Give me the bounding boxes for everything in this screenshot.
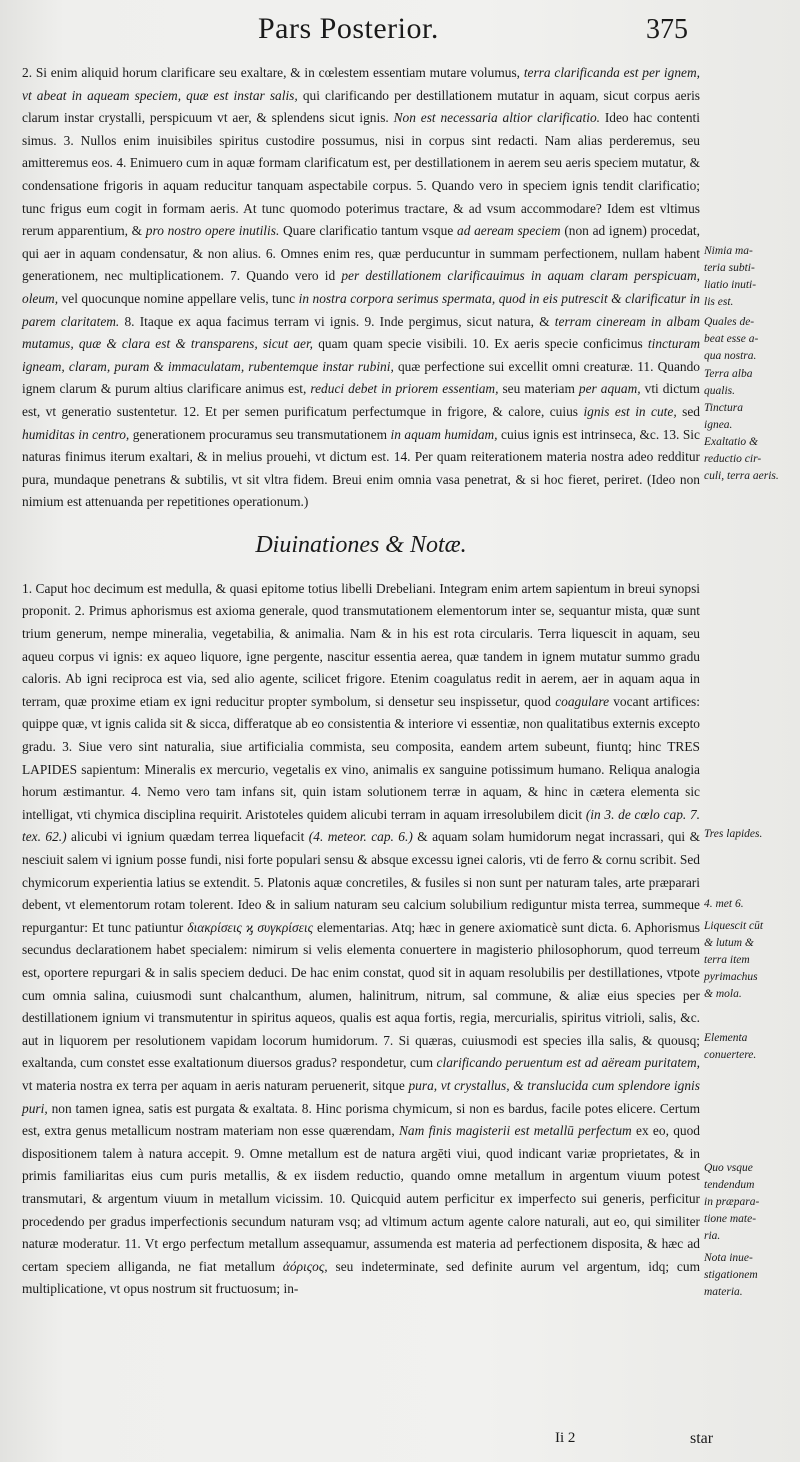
margin-note (704, 1250, 796, 1301)
section-heading: Diuinationes & Notæ. (255, 531, 467, 558)
italic-run: reduci debet in priorem essentiam, (310, 381, 499, 397)
margin-line: terra item (704, 954, 750, 966)
margin-line: tione mate- (704, 1213, 757, 1225)
margin-line: Quales de- (704, 316, 755, 328)
commentary-paragraph (22, 578, 700, 1301)
margin-line: Quo vsque (704, 1162, 753, 1174)
italic-run: in nostra corpora serimus spermata, quod in eis putrescit & clarificatur in parem claritatem. (22, 290, 700, 329)
margin-line: beat esse a- (704, 333, 759, 345)
margin-line: conuertere. (704, 1049, 757, 1061)
italic-run: in aquam humidam, (390, 426, 498, 442)
italic-run: terram cineream in albam mutamus, quæ & clara est & transparens, sicut aer, (22, 313, 700, 352)
margin-note (704, 400, 796, 434)
margin-line: 4. met 6. (704, 898, 744, 910)
margin-line: & lutum & (704, 937, 754, 949)
italic-run: per destillationem clarificauimus in aquam claram perspicuam, oleum, (22, 268, 700, 306)
text-run: vel quocunque nomine appellare velis, tunc (61, 290, 296, 306)
text-run: quæ perfectione sui excellit omni creaturæ. 11. Quando ignem clarum & purum altius clarificare animus est, (22, 358, 700, 397)
margin-line: qua nostra. (704, 350, 757, 362)
text-run: 8. Itaque ex aqua facimus terram vi ignis. 9. Inde pergimus, sicut natura, & (124, 313, 550, 329)
text-run: generationem procuramus seu transmutationem (132, 426, 388, 442)
italic-run: (in 3. de cœlo cap. 7. tex. 62.) (22, 806, 700, 845)
margin-line: culi, terra aeris. (704, 470, 779, 482)
text-run: & aquam solam humidorum negat incrassari, qui & nesciuit salem vi ignium posse fundi, nisi forte populari sensu & absque excessu ignei caloris, vti de ferro & cornu scribit. Sed chymicorum experientia latius se extendit. 5. Platonis aquæ concretiles, & fusiles si non sunt per naturam tales, arte præparari debent, vt elementorum rotam tolerent. Ideo & in salium naturam seu calcium solubilium rediguntur mista terrea, summeque repurgantur: Et tunc patiuntur (22, 829, 700, 935)
italic-run: ad aeream speciem (457, 223, 561, 239)
text-run: vti dictum est, vt generatio sustentetur. 12. Et per semen purificatum perfectumque in frigore, & calore, cuius (22, 381, 700, 419)
main-text (22, 62, 700, 1301)
margin-line: & mola. (704, 988, 742, 1000)
margin-line: Exaltatio & (704, 436, 758, 448)
margin-note (704, 314, 796, 365)
margin-line: ignea. (704, 419, 733, 431)
catchword: star (690, 1430, 714, 1447)
page-number: 375 (646, 14, 688, 45)
margin-line: Tres lapides. (704, 828, 763, 840)
margin-note (704, 1160, 796, 1245)
margin-note (704, 826, 796, 843)
margin-line: reductio cir- (704, 453, 762, 465)
text-run: 1. Caput hoc decimum est medulla, & quasi epitome totius libelli Drebeliani. Integram enim artem sapientum in breui synopsi proponit. 2. Primus aphorismus est axioma generale, quod transmutationem elementorum inter se, sequantur mista, quæ sunt trium generum, nempe mineralia, vegetabilia, & animalia. Nam & in his est rota circularis. Terra liquescit in aquam, seu aqueu corpus vi ignis: ex aqueo liquore, igne pergente, nascitur essentia aerea, quæ tandem in ignem mutatur summo gradu caloris. Ab igni reciproca est via, sed alio agente, scilicet frigore. Etenim coagulatus redit in aerem, aer in aquam aqua in terram, quæ proxime etiam ex igni reducitur propter symbolum, si densetur seu inspissetur, quod (22, 580, 700, 709)
text-run: seu indeterminate, sed definite aurum vel argentum, idq; cum multiplicatione, vt opus nostrum sit fructuosum; in- (22, 1258, 700, 1297)
italic-run: Non est necessaria altior clarificatio. (393, 110, 600, 126)
italic-run: clarificando peruentum est ad aëream puritatem, (436, 1055, 701, 1071)
margin-line: Terra alba (704, 368, 753, 380)
margin-line: teria subti- (704, 262, 755, 274)
text-run: 2. Si enim aliquid horum clarificare seu exaltare, & in cœlestem essentiam mutare volumus, (22, 65, 521, 80)
margin-note (704, 434, 796, 485)
italic-run: (4. meteor. cap. 6.) (308, 829, 413, 845)
margin-line: liatio inuti- (704, 279, 757, 291)
text-run: elementarias. Atq; hæc in genere axiomaticè sunt dicta. 6. Aphorismus secundus declarationem habet specialem: nimirum si velis elementa conuertere in magisterio philosophorum, quod terreum est, oportere repurgari & in salis speciem deduci. De hac enim constat, quod sit in aquam resolubilis per destillationes, vtpote cum omnia salina, cuiusmodi sunt chalcanthum, alumen, halinitrum, nitrum, sal commune, & aliæ eius species per destillationem ignium vi transmutentur in spiritus aqueos, qualis est aqua fortis, regia, mercurialis, spiritus vitrioli, salis, &c. aut in liquorem per resolutionem vapidam locorum humidorum. 7. Si quæras, cuiusmodi est species illa salis, & quousq; exaltanda, cum constet esse exaltationum diuersos gradus? respondetur, cum (22, 919, 700, 1071)
margin-note (704, 366, 796, 400)
italic-run: tincturam igneam, claram, puram & immaculatam, rubentemque instar rubini, (22, 336, 700, 374)
page-footer (0, 1430, 800, 1460)
margin-line: Nimia ma- (704, 245, 753, 257)
margin-note (704, 918, 796, 1003)
margin-line: in præpara- (704, 1196, 760, 1208)
margin-line: Elementa (704, 1032, 748, 1044)
page-header (0, 8, 800, 48)
text-run: vocant artifices: quippe quæ, vt ignis calida sit & sicca, differatque ab eo consistentia & interiore vi essentiæ, non qualitatibus externis excepto gradu. 3. Siue vero sint naturalia, siue artificialia commista, seu composita, eandem artem subeunt, fiuntq; hinc TRES LAPIDES sapientum: Mineralis ex mercurio, vegetalis ex vino, animalis ex sanguine potissimum humano. Reliqua analogia horum æstimantur. 4. Nemo vero tam infans sit, quin istam solutionem terræ in aquam, & hinc in cætera elementa sic intelligat, vti chymica disciplina requirit. Aristoteles quidem alicubi terram in aquam irresolubilem dicit (22, 693, 700, 822)
margin-note (704, 243, 796, 311)
text-run: alicubi vi ignium quædam terrea liquefacit (71, 829, 305, 845)
margin-line: materia. (704, 1286, 743, 1298)
italic-run: pura, vt crystallus, & translucida cum splendore ignis puri, (22, 1077, 700, 1116)
text-run: Quare clarificatio tantum vsque (283, 223, 454, 239)
text-run: vt materia nostra ex terra per aquam in aeris naturam peruenerit, sitque (22, 1077, 405, 1093)
text-run: non tamen ignea, satis est purgata & exaltata. 8. Hinc porisma chymicum, si non es bardus, facile potes elicere. Certum est, extra genus metallicum nostram materiam non esse quærendam, (22, 1100, 700, 1139)
text-run: ex eo, quod dispositionem talem à natura accepit. 9. Omne metallum est de natura argēti viui, quod indicant variæ proprietates, & in primis familiaritas eius cum puris metallis, & ex iisdem reductio, quando omne metallum in argentum viuum potest transmutari, & argentum viuum in metallum vicissim. 10. Quicquid autem perficitur ex imperfecto sui generis, perficitur procedendo per gradus imperfectionis secundum naturam vsq; ad vltimum actum agente calore naturali, aut eo, qui similiter naturæ moderatur. 11. Vt ergo perfectum metallum assequamur, assumenda est materia ad perfectionem disposita, & hæc ad certam speciem alliganda, ne fiat metallum (22, 1123, 700, 1274)
italic-run: terra clarificanda est per ignem, vt abeat in aqueam speciem, quæ est instar salis, (22, 65, 700, 103)
greek-run: διακρίσεις ϗ συγκρίσεις (187, 919, 314, 935)
text-run: Ideo hac contenti simus. 3. Nullos enim inuisibiles spiritus custodire possumus, nisi in corpus sint redacti. Nam alias perderemus, seu amitteremus eos. 4. Enimuero cum in aquæ formam clarificatum est, per destillationem in aerem seu aeris speciem mutatur, & condensatione frigoris in aquam reducitur tanquam aspectabile corpus. 5. Quando vero in speciem ignis tendit clarificatio; tunc frigus eum cogit in formam aeris. At tunc quomodo poterimus tractare, & ad vsum accommodare? Idem est vltimus rerum apparentium, & (22, 110, 700, 239)
text-run: quam quam specie visibili. 10. Ex aeris specie conficimus (318, 336, 643, 352)
margin-line: ria. (704, 1230, 721, 1242)
margin-line: lis est. (704, 296, 734, 308)
italic-run: per aquam, (578, 381, 641, 397)
italic-run: pro nostro opere inutilis. (145, 223, 280, 239)
signature-mark: Ii 2 (555, 1430, 576, 1446)
margin-line: Liquescit cūt (704, 920, 764, 932)
text-run: qui clarificando per destillationem mutatur in aquam, sicut corpus aeris clarum instar crystalli, perspicuum vt aer, & splendens sicut ignis. (22, 87, 700, 126)
italic-run: coagulare (555, 693, 610, 709)
margin-line: Nota inue- (704, 1252, 753, 1264)
margin-line: tendendum (704, 1179, 755, 1191)
margin-line: stigationem (704, 1269, 758, 1281)
italic-run: ignis est in cute, (583, 403, 677, 419)
text-run: cuius ignis est intrinseca, &c. 13. Sic naturas finimus iterum exaltari, & in melius prouehi, vt dictum est. 14. Per quam reiterationem materia nostra adeo redditur pura, mundaque penetrans & subtilis, vt sit vltra fidem. Breui enim omnia vasa penetrat, & si hoc fieret, periret. (Ideo non nimium est attenuanda per repetitiones operationum.) (22, 426, 700, 510)
greek-run: ἀόριςος, (282, 1258, 328, 1274)
margin-line: qualis. (704, 385, 735, 397)
margin-line: Tinctura (704, 402, 743, 414)
text-run: sed (682, 403, 700, 419)
margin-note (704, 896, 796, 913)
margin-note (704, 1030, 796, 1064)
running-head: Pars Posterior. (258, 12, 439, 45)
text-run: seu materiam (502, 381, 575, 397)
italic-run: humiditas in centro, (22, 426, 130, 442)
margin-line: pyrimachus (704, 971, 758, 983)
text-run: (non ad ignem) procedat, qui aer in aquam condensatur, & non alius. 6. Omnes enim res, quæ perducuntur in summam perfectionem, nullam habent generationem, nec multiplicationem. 7. Quando vero id (22, 223, 700, 284)
aphorism-paragraph (22, 62, 700, 514)
italic-run: Nam finis magisterii est metallū perfectum (399, 1123, 632, 1139)
